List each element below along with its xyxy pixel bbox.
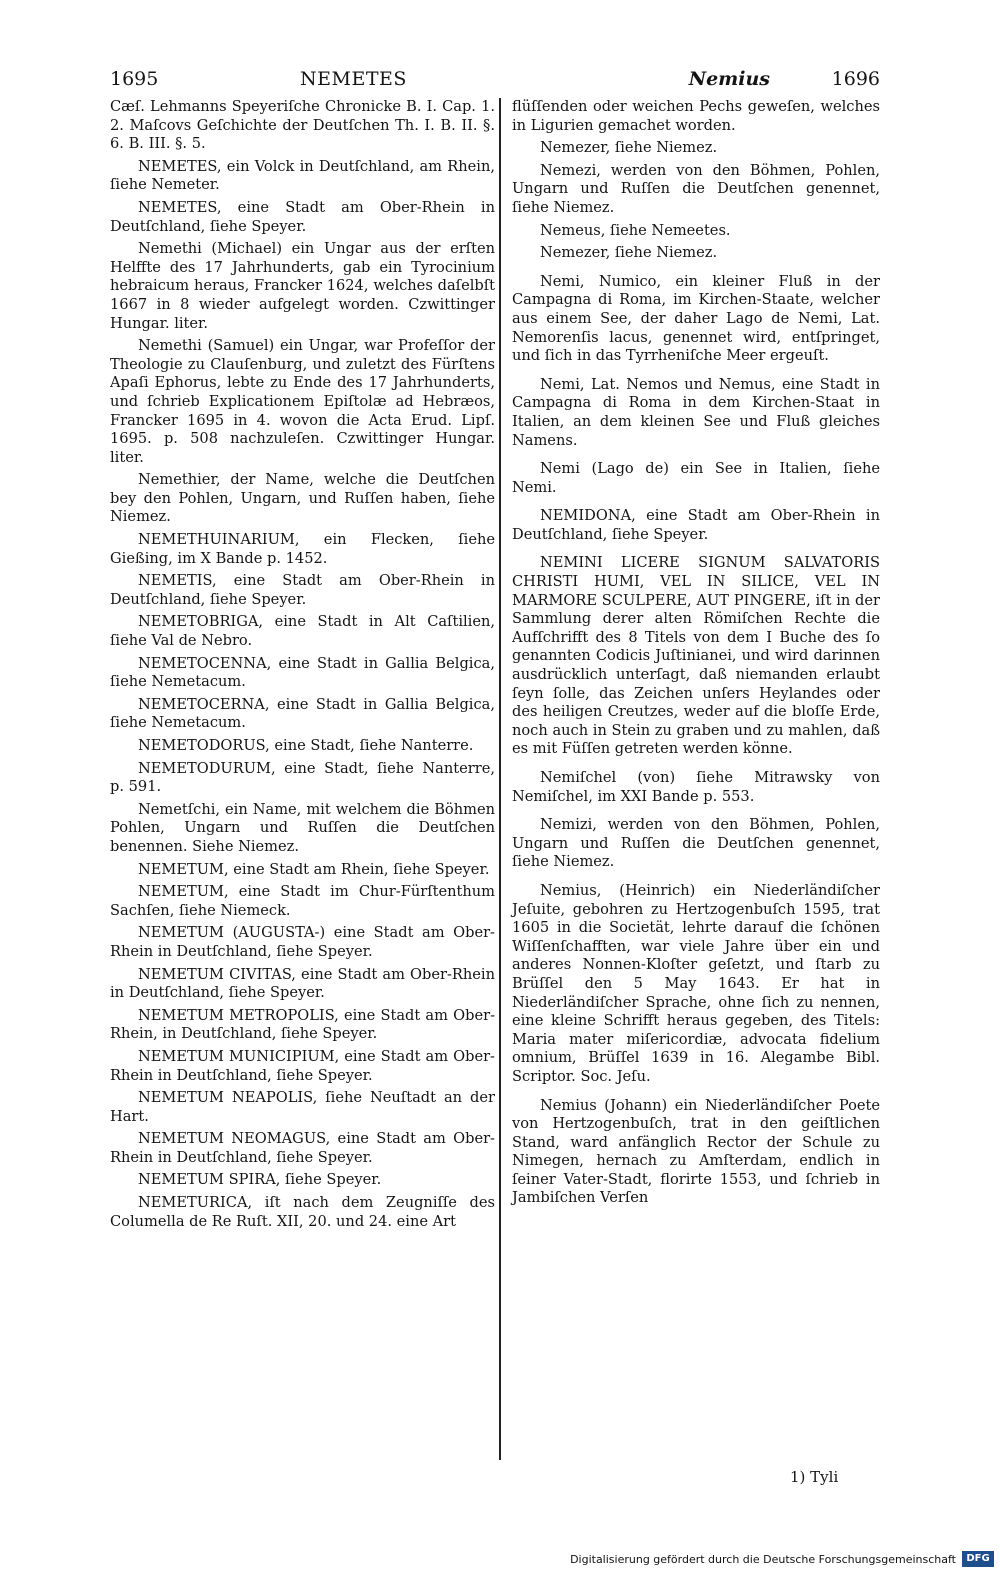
dictionary-entry: Nemetſchi, ein Name, mit welchem die Böhmen Pohlen, Ungarn und Ruſſen die Deutſchen benennen. Siehe Niemez. [110,800,495,855]
dictionary-entry: NEMETOCENNA, eine Stadt in Gallia Belgica, ſiehe Nemetacum. [110,654,495,691]
dictionary-entry: NEMETURICA, iſt nach dem Zeugniſſe des Columella de Re Ruſt. XII, 20. und 24. eine Art [110,1194,495,1230]
dictionary-entry: NEMETUM METROPOLIS, eine Stadt am Ober-Rhein, in Deutſchland, ſiehe Speyer. [110,1006,495,1043]
dictionary-entry: Nemezer, ſiehe Niemez. [540,139,718,157]
page-header [110,68,880,96]
dictionary-entry: NEMETUM SPIRA, ſiehe Speyer. [138,1171,382,1189]
dictionary-entry: Nemethi (Michael) ein Ungar aus der erſten Helffte des 17 Jahrhunderts, gab ein Tyrocinium hebraicum heraus, Francker 1624, welches daſelbſt 1667 in 8 wieder aufgelegt worden. Czwittinger Hungar. liter. [110,240,495,332]
dictionary-entry: Nemi (Lago de) ein See in Italien, ſiehe Nemi. [512,460,880,496]
left-column [110,98,495,1235]
running-head-left: NEMETES [300,68,407,90]
dictionary-entry: NEMETES, ein Volck in Deutſchland, am Rhein, ſiehe Nemeter. [110,157,495,194]
dictionary-entry: NEMETIS, eine Stadt am Ober-Rhein in Deutſchland, ſiehe Speyer. [110,572,495,608]
footer-credit: Digitalisierung gefördert durch die Deutsche Forschungsgemeinschaft [570,1553,956,1566]
running-head-right: Nemius [688,68,770,90]
dictionary-entry: Nemius, (Heinrich) ein Niederländiſcher Jeſuite, gebohren zu Hertzogenbuſch 1595, trat 1605 in die Societät, lehrte darauf die ſchönen Wiſſenſchafften, war viele Jahre über ein und anderes Nonnen-Kloſter geſetzt, und ſtarb zu Brüſſel den 5 May 1643. Er hat in Niederländiſcher Sprache, ohne ſich zu nennen, eine kleine Schrifft heraus gegeben, des Titels: Maria mater miſericordiæ, advocata fidelium omnium, Brüſſel 1639 in 16. Alegambe Bibl. Scriptor. Soc. Jeſu. [512,881,880,1085]
dictionary-entry: Nemizi, werden von den Böhmen, Pohlen, Ungarn und Ruſſen die Deutſchen genennet, ſiehe Niemez. [512,816,880,871]
dictionary-entry: Nemius (Johann) ein Niederländiſcher Poete von Hertzogenbuſch, trat in den geiſtlichen Stand, ward anfänglich Rector der Schule zu Nimegen, hernach zu Amſterdam, endlich in ſeiner Vater-Stadt, florirte 1553, und ſchrieb in Jambiſchen Verſen [512,1096,880,1207]
dictionary-entry: Nemezer, ſiehe Niemez. [540,244,718,262]
dictionary-entry: Nemi, Numico, ein kleiner Fluß in der Campagna di Roma, im Kirchen-Staate, welcher aus einem See, der daher Lago de Nemi, Lat. Nemorenſis lacus, genennet wird, entſpringet, und ſich in das Tyrrheniſche Meer ergeuſt. [512,272,880,365]
dictionary-entry: Nemethier, der Name, welche die Deutſchen bey den Pohlen, Ungarn, und Ruſſen haben, ſiehe Niemez. [110,471,495,526]
dictionary-entry: Nemi, Lat. Nemos und Nemus, eine Stadt in Campagna di Roma in dem Kirchen-Staat in Italien, an dem kleinen See und Fluß gleiches Namens. [512,375,880,449]
dictionary-entry: NEMINI LICERE SIGNUM SALVATORIS CHRISTI HUMI, VEL IN SILICE, VEL IN MARMORE SCULPERE, AUT PINGERE, iſt in der Sammlung derer alten Römiſchen Rechte die Aufſchrifft des 8 Titels von dem I Buche des ſo genannten Codicis Juſtinianei, und wird darinnen ausdrücklich unterſagt, daß niemanden erlaubt ſeyn ſolle, das Zeichen unſers Heylandes oder des heiligen Creutzes, weder auf die bloſſe Erde, noch auch in Stein zu graben und zu mahlen, daß es mit Füſſen getreten werden könne. [512,554,880,758]
page-number-right: 1696 [831,68,880,90]
dictionary-entry: NEMETUM (AUGUSTA-) eine Stadt am Ober-Rhein in Deutſchland, ſiehe Speyer. [110,924,495,960]
dictionary-entry: NEMETOCERNA, eine Stadt in Gallia Belgica, ſiehe Nemetacum. [110,695,495,732]
dictionary-entry: NEMETUM MUNICIPIUM, eine Stadt am Ober-Rhein in Deutſchland, ſiehe Speyer. [110,1047,495,1084]
column-divider [499,98,501,1460]
dictionary-entry: NEMETUM, eine Stadt im Chur-Fürſtenthum Sachſen, ſiehe Niemeck. [110,883,495,919]
dictionary-entry: NEMETODORUS, eine Stadt, ſiehe Nanterre. [138,737,474,754]
dfg-logo: DFG [962,1551,994,1567]
dictionary-entry: NEMETES, eine Stadt am Ober-Rhein in Deutſchland, ſiehe Speyer. [110,198,495,235]
dictionary-entry: Cæſ. Lehmanns Speyeriſche Chronicke B. I. Cap. 1. 2. Maſcovs Geſchichte der Deutſchen Th. I. B. II. §. 6. B. III. §. 5. [110,98,495,153]
dictionary-entry: NEMETOBRIGA, eine Stadt in Alt Caſtilien, ſiehe Val de Nebro. [110,613,495,650]
dictionary-entry: NEMETUM, eine Stadt am Rhein, ſiehe Speyer. [138,860,490,878]
dictionary-entry: Nemeus, ſiehe Nemeetes. [540,221,731,239]
dictionary-entry: Nemiſchel (von) ſiehe Mitrawsky von Nemiſchel, im XXI Bande p. 553. [512,769,880,805]
page-number-left: 1695 [110,68,159,90]
dictionary-entry: NEMETUM NEOMAGUS, eine Stadt am Ober-Rhein in Deutſchland, ſiehe Speyer. [110,1130,495,1166]
dictionary-entry: NEMETUM NEAPOLIS, ſiehe Neuſtadt an der Hart. [110,1089,495,1125]
dictionary-entry: flüſſenden oder weichen Pechs geweſen, welches in Ligurien gemachet worden. [512,98,880,134]
digitization-footer [0,1549,1000,1575]
right-column [512,98,880,1212]
catchword: 1) Tyli [790,1468,839,1486]
dictionary-entry: Nemezi, werden von den Böhmen, Pohlen, Ungarn und Ruſſen die Deutſchen genennet, ſiehe Niemez. [512,161,880,216]
dictionary-entry: NEMETUM CIVITAS, eine Stadt am Ober-Rhein in Deutſchland, ſiehe Speyer. [110,965,495,1002]
dictionary-entry: NEMETHUINARIUM, ein Flecken, ſiehe Gießing, im X Bande p. 1452. [110,531,495,567]
dictionary-entry: NEMETODURUM, eine Stadt, ſiehe Nanterre, p. 591. [110,759,495,796]
dictionary-entry: Nemethi (Samuel) ein Ungar, war Profeſſor der Theologie zu Clauſenburg, und zuletzt des Fürſtens Apaſi Ephorus, lebte zu Ende des 17 Jahrhunderts, und ſchrieb Explicationem Epiſtolæ ad Hebræos, Francker 1695 in 4. wovon die Acta Erud. Lipſ. 1695. p. 508 nachzuleſen. Czwittinger Hungar. liter. [110,337,495,466]
dictionary-entry: NEMIDONA, eine Stadt am Ober-Rhein in Deutſchland, ſiehe Speyer. [512,507,880,543]
